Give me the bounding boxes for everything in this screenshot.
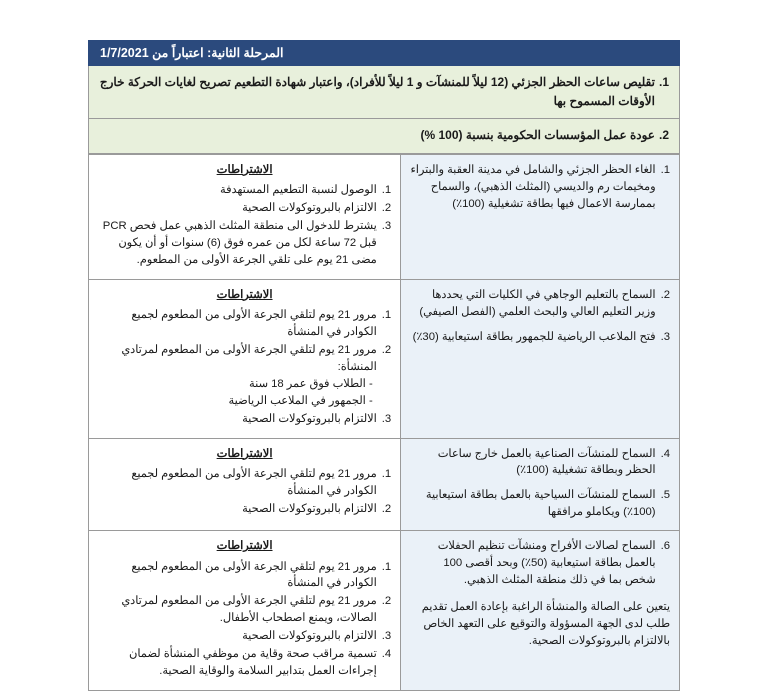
row-2-conditions-cell (89, 279, 401, 438)
condition-index: 1. (381, 560, 392, 573)
condition-index: 1. (381, 467, 392, 480)
measure-index: 5. (660, 489, 670, 502)
condition-text: يشترط للدخول الى منطقة المثلث الذهبي عمل فحص PCR قبل 72 ساعة لكل من عمره فوق (6) سنوات أو أن يكون مضى 21 يوم على تلقي الجرعة الأولى من المطعوم. (102, 219, 377, 266)
measure-item (410, 162, 670, 213)
condition-index: 1. (381, 308, 392, 321)
stage-table (88, 154, 680, 691)
top-note-1-number: 1. (658, 75, 669, 89)
condition-main-text: مرور 21 يوم لتلقي الجرعة الأولى من المطعوم لمرتادي المنشأة: (121, 343, 377, 373)
measure-item (410, 487, 670, 521)
condition-index: 4. (381, 648, 392, 661)
condition-index: 3. (381, 630, 392, 643)
list-item (98, 182, 391, 199)
row-3-measures-cell (401, 438, 680, 531)
table-row (89, 531, 680, 691)
condition-index: 2. (381, 502, 392, 515)
condition-index: 2. (381, 343, 392, 356)
list-item (98, 307, 391, 341)
measure-note: يتعين على الصالة والمنشأة الراغبة بإعادة العمل تقديم طلب لدى الجهة المسؤولة والتوقيع على التعهد الخاص بالالتزام بالبروتوكولات الصحية. (421, 601, 670, 647)
measure-text: السماح للمنشآت السياحية بالعمل بطاقة استيعابية (100٪) ويكاملو مرافقها (425, 489, 656, 519)
list-item (98, 628, 391, 645)
list-item (98, 218, 391, 269)
conditions-title: الاشتراطات (216, 447, 273, 460)
row-3-conditions-cell (89, 438, 401, 531)
row-4-conditions-cell (89, 531, 401, 691)
measure-item (410, 329, 670, 346)
measure-item (410, 287, 670, 321)
list-item (98, 501, 391, 518)
condition-text: تسمية مراقب صحة وقاية من موظفي المنشأة لضمان إجراءات العمل بتدابير السلامة والوقاية الصحية. (129, 648, 377, 678)
table-row (89, 154, 680, 279)
measure-index: 4. (660, 447, 670, 460)
measure-text: السماح بالتعليم الوجاهي في الكليات التي يحددها وزير التعليم العالي والبحث العلمي (الفصل الصيفي) (419, 288, 656, 318)
top-note-2-number: 2. (658, 128, 669, 143)
list-item (98, 200, 391, 217)
list-item (98, 593, 391, 627)
conditions-list (98, 182, 391, 269)
condition-text: الوصول لنسبة التطعيم المستهدفة (220, 184, 377, 197)
conditions-list (98, 466, 391, 518)
condition-text (98, 342, 377, 410)
condition-index: 2. (381, 201, 392, 214)
list-item (98, 342, 391, 410)
measure-item (410, 446, 670, 480)
condition-index: 3. (381, 412, 392, 425)
measure-text: فتح الملاعب الرياضية للجمهور بطاقة استيعابية (30٪) (412, 330, 656, 343)
conditions-title: الاشتراطات (216, 540, 273, 553)
condition-text: مرور 21 يوم لتلقي الجرعة الأولى من المطعوم لجميع الكوادر في المنشأة (131, 308, 377, 338)
row-2-measures-cell (401, 279, 680, 438)
row-4-measures-cell (401, 531, 680, 691)
row-1-conditions-cell (89, 154, 401, 279)
measure-text: السماح للمنشآت الصناعية بالعمل خارج ساعات الحظر وبطاقة تشغيلية (100٪) (437, 447, 656, 477)
condition-index: 1. (381, 184, 392, 197)
measure-index: 1. (660, 163, 670, 176)
measure-text: الغاء الحظر الجزئي والشامل في مدينة العقبة والبتراء ومخيمات رم والديسي (المثلث الذهبي)، والسماح بممارسة الاعمال فيها بطاقة تشغيلية (100٪) (410, 163, 656, 210)
table-row (89, 438, 680, 531)
measure-index: 6. (660, 540, 670, 553)
measure-item (410, 538, 670, 589)
list-item (98, 559, 391, 593)
measure-index: 2. (660, 288, 670, 301)
top-note-1-text: تقليص ساعات الحظر الجزئي (12 ليلاً للمنشآت و 1 ليلاً للأفراد)، واعتبار شهادة التطعيم تصريح لغايات الحركة خارج الأوقات المسموح بها (99, 75, 655, 108)
condition-sub-text: - الطلاب فوق عمر 18 سنة (249, 377, 373, 390)
conditions-title: الاشتراطات (216, 288, 273, 301)
top-notes-block (88, 66, 680, 154)
condition-sub-text: - الجمهور في الملاعب الرياضية (228, 394, 373, 407)
top-note-2-text: عودة عمل المؤسسات الحكومية بنسبة (100 %) (420, 128, 655, 143)
condition-index: 3. (381, 219, 392, 232)
top-note-1 (89, 66, 679, 119)
row-1-measures-cell (401, 154, 680, 279)
list-item (98, 411, 391, 428)
top-note-2 (89, 119, 679, 153)
condition-text: مرور 21 يوم لتلقي الجرعة الأولى من المطعوم لجميع الكوادر في المنشأة (131, 467, 377, 497)
conditions-title: الاشتراطات (216, 163, 273, 176)
list-item (98, 646, 391, 680)
document-header (88, 40, 680, 66)
measure-index: 3. (660, 330, 670, 343)
condition-text: الالتزام بالبروتوكولات الصحية (242, 630, 377, 643)
condition-text: الالتزام بالبروتوكولات الصحية (242, 502, 377, 515)
condition-index: 2. (381, 595, 392, 608)
condition-text: مرور 21 يوم لتلقي الجرعة الأولى من المطعوم لجميع الكوادر في المنشأة (131, 560, 377, 590)
header-title: المرحلة الثانية: اعتباراً من 1/7/2021 (100, 46, 284, 60)
conditions-list (98, 559, 391, 681)
measure-text: السماح لصالات الأفراح ومنشآت تنظيم الحفلات بالعمل بطاقة استيعابية (50٪) وبحد أقصى 100 شخص بما في ذلك منطقة المثلث الذهبي. (437, 540, 656, 587)
condition-text: مرور 21 يوم لتلقي الجرعة الأولى من المطعوم لمرتادي الصالات، ويمنع اصطحاب الأطفال. (121, 595, 377, 625)
list-item (98, 466, 391, 500)
conditions-list (98, 307, 391, 428)
table-row (89, 279, 680, 438)
condition-text: الالتزام بالبروتوكولات الصحية (242, 412, 377, 425)
condition-text: الالتزام بالبروتوكولات الصحية (242, 201, 377, 214)
